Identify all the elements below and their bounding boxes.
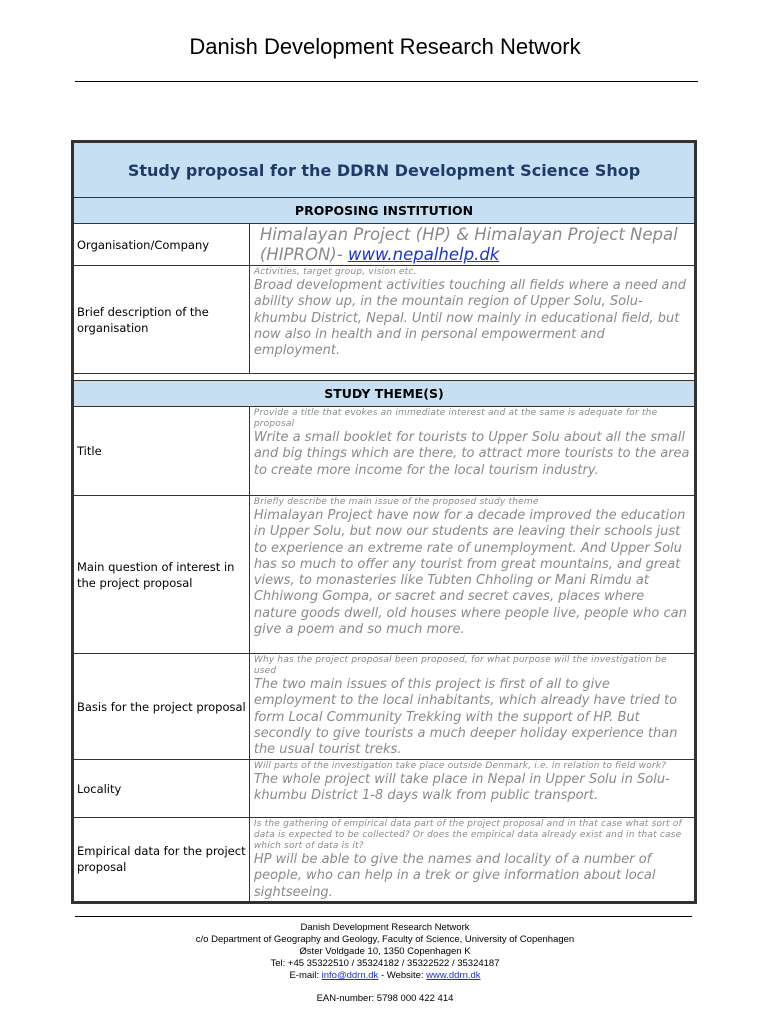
row-value: Write a small booklet for tourists to Upper Solu about all the small and big things which are there, to attract more tourists to the area to create more income for the local tourism industry. [253,430,690,478]
footer-ean: EAN-number: 5798 000 422 414 [316,993,454,1004]
page-header-title: Danish Development Research Network [189,34,581,59]
organisation-name: Himalayan Project (HP) & Himalayan Project Nepal (HIPRON)- [259,225,678,264]
row-field-main-question[interactable] [249,496,695,654]
row-value: Himalayan Project have now for a decade improved the education in Upper Solu, but now our students are leaving their schools just to experience an extreme rate of unemployment. And Upper Solu has so much to offer any tourist from great mountains, and great views, to monasteries like Tubten Chholing or Mani Rimdu at Chhiwong Gompa, or sacret and secret caves, places where nature goods dwell, old houses where people live, people who can give a poem and so much more. [253,508,687,638]
row-label-empirical-data: Empirical data for the project proposal [73,818,250,903]
row-label-main-question: Main question of interest in the project proposal [73,496,250,654]
footer-address-street: Øster Voldgade 10, 1350 Copenhagen K [299,946,471,957]
footer-website-link[interactable]: www.ddrn.dk [426,970,481,981]
organisation-website-link[interactable]: www.nepalhelp.dk [347,245,500,264]
row-value: The two main issues of this project is first of all to give employment to the local inhabitants, which already have tried to form Local Community Trekking with the support of HP. But secondly to give tourists a much deeper holiday experience than the usual tourist treks. [253,677,678,758]
section-heading-proposing-institution: PROPOSING INSTITUTION [73,198,696,224]
row-value: HP will be able to give the names and locality of a number of people, who can help in a trek or give information about local sightseeing. [253,852,656,900]
row-field-title[interactable] [249,407,695,496]
footer-website-label: - Website: [380,970,424,981]
proposal-form-table [71,140,697,904]
row-label-title: Title [73,407,250,496]
brief-description-value: Broad development activities touching all fields where a need and ability show up, in the mountain region of Upper Solu, Solu-khumbu District, Nepal. Until now mainly in educational field, but now also in health and in personal empowerment and employment. [253,278,686,359]
row-value: The whole project will take place in Nepal in Upper Solu in Solu-khumbu District 1-8 days walk from public transport. [253,772,670,804]
footer-email-label: E-mail: [289,970,319,981]
row-hint: Will parts of the investigation take place outside Denmark, i.e. in relation to field work? [253,761,667,771]
row-hint: Provide a title that evokes an immediate interest and at the same is adequate for the proposal [253,408,658,429]
brief-description-field[interactable] [249,266,695,374]
section-spacer [73,374,696,381]
row-label-locality: Locality [73,760,250,818]
row-hint: Briefly describe the main issue of the proposed study theme [253,497,539,507]
row-field-basis[interactable] [249,654,695,760]
footer-divider [75,916,692,917]
row-field-locality[interactable] [249,760,695,818]
brief-description-hint: Activities, target group, vision etc. [253,267,417,277]
header-divider [75,81,698,82]
footer-contact [0,970,770,982]
row-field-empirical-data[interactable] [249,818,695,903]
organisation-label: Organisation/Company [73,224,250,266]
organisation-field[interactable] [249,224,695,266]
footer-phone: Tel: +45 35322510 / 35324182 / 35322522 / 35324187 [270,958,500,969]
footer-address-dept: c/o Department of Geography and Geology, Faculty of Science, University of Copenhagen [195,934,575,945]
brief-description-label: Brief description of the organisation [73,266,250,374]
row-label-basis: Basis for the project proposal [73,654,250,760]
organisation-value [254,225,691,265]
section-heading-study-themes: STUDY THEME(S) [73,381,696,407]
row-hint: Is the gathering of empirical data part of the project proposal and in that case what sort of data is expected to be collected? Or does the empirical data already exist and in that case which sort of data is it? [253,819,682,851]
footer-organisation: Danish Development Research Network [300,922,470,933]
row-hint: Why has the project proposal been proposed, for what purpose will the investigation be used [253,655,667,676]
form-title: Study proposal for the DDRN Development Science Shop [73,142,696,198]
footer-email-link[interactable]: info@ddrn.dk [321,970,379,981]
